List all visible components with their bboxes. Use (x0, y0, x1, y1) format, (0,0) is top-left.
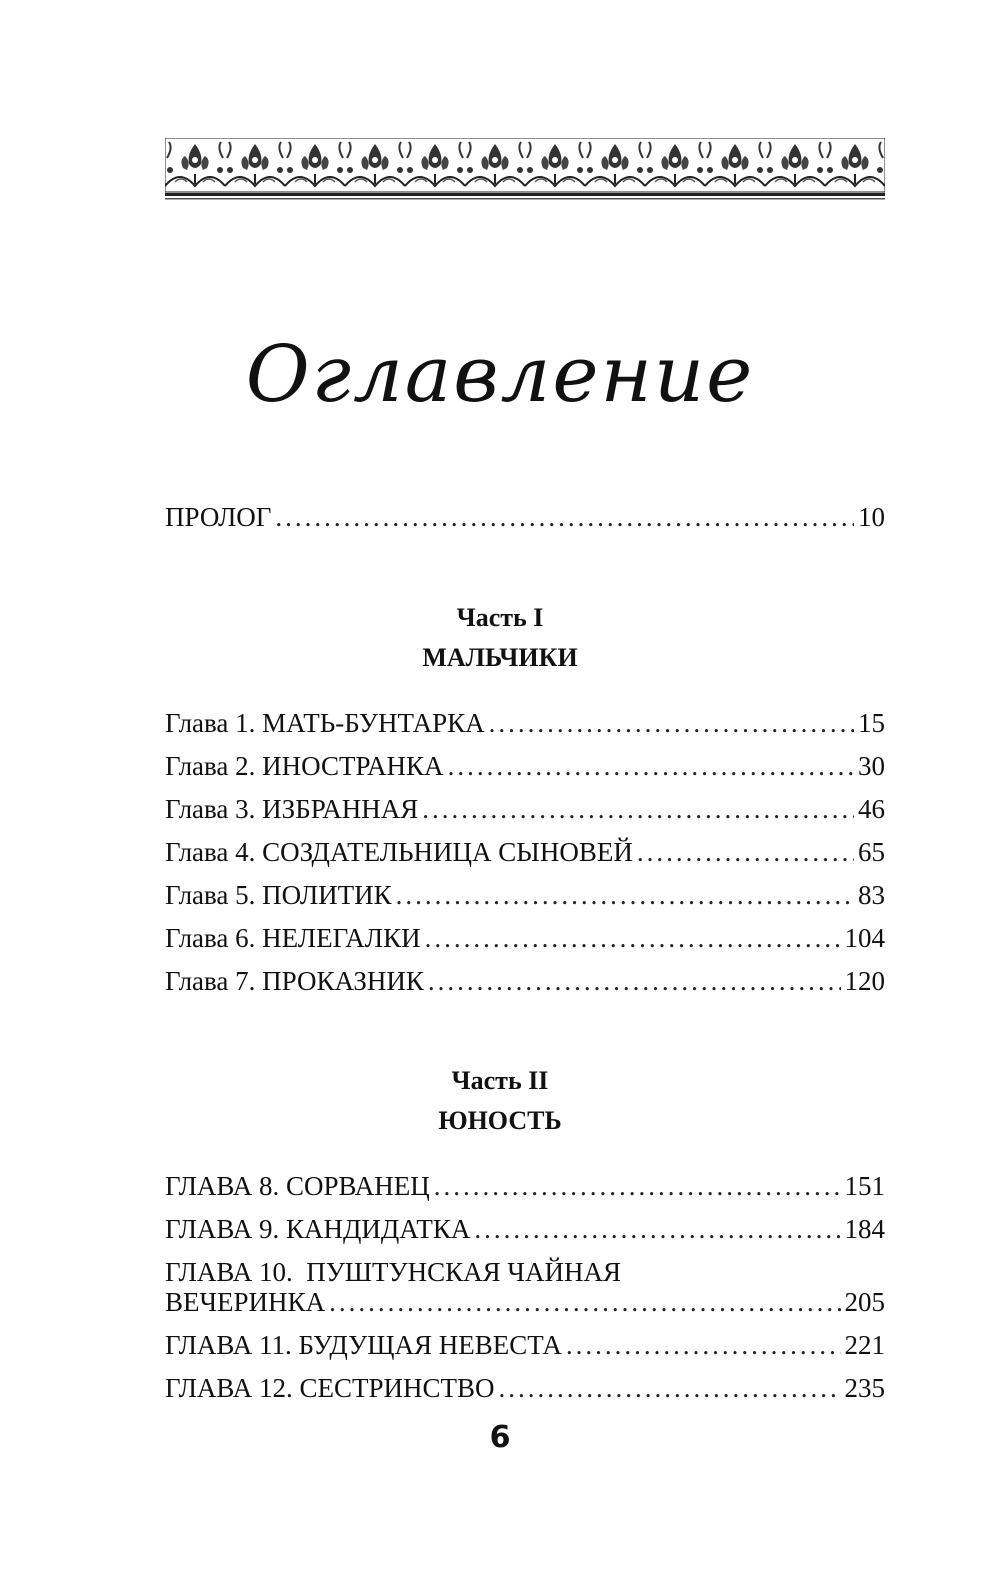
dot-leader (448, 749, 854, 783)
floral-border-icon (165, 138, 885, 200)
toc-entry-label: ГЛАВА 12. СЕСТРИНСТВО (165, 1373, 495, 1403)
part-heading: Часть I (456, 603, 544, 632)
part-name: ЮНОСТЬ (438, 1106, 562, 1135)
dot-leader (498, 1371, 840, 1405)
toc-entry (165, 1255, 885, 1289)
toc-entry-label: Глава 4. СОЗДАТЕЛЬНИЦА СЫНОВЕЙ (165, 837, 633, 867)
toc-entry-page: 205 (844, 1287, 885, 1317)
toc-entry-page: 104 (844, 923, 885, 953)
toc-entry-page: 83 (858, 880, 885, 910)
toc-entry (165, 792, 885, 826)
toc-entry-page: 10 (858, 502, 885, 532)
part-name: МАЛЬЧИКИ (422, 643, 578, 672)
dot-leader (428, 964, 841, 998)
toc-entry (165, 749, 885, 783)
toc-entry (165, 964, 885, 998)
dot-leader (329, 1285, 840, 1319)
toc-entry (165, 921, 885, 955)
toc-entry (165, 1371, 885, 1405)
toc-entry-page: 184 (844, 1214, 885, 1244)
dot-leader (422, 792, 854, 826)
dot-leader (434, 1169, 841, 1203)
toc-entry-label: ГЛАВА 9. КАНДИДАТКА (165, 1214, 471, 1244)
toc-entry-label: ВЕЧЕРИНКА (165, 1287, 326, 1317)
dot-leader (425, 921, 841, 955)
toc-entry (165, 706, 885, 740)
toc-entry-label: Глава 7. ПРОКАЗНИК (165, 966, 424, 996)
toc-entry-page: 46 (858, 794, 885, 824)
dot-leader (396, 878, 854, 912)
dot-leader (637, 835, 854, 869)
toc-entry-page: 65 (858, 837, 885, 867)
toc-entry (165, 1169, 885, 1203)
toc-entry-label: Глава 1. МАТЬ-БУНТАРКА (165, 708, 485, 738)
dot-leader (566, 1328, 841, 1362)
toc-entry-page: 120 (844, 966, 885, 996)
toc-entry-page: 30 (858, 751, 885, 781)
toc-entry-label: ГЛАВА 11. БУДУЩАЯ НЕВЕСТА (165, 1330, 562, 1360)
toc-entry-label: ПРОЛОГ (165, 502, 272, 532)
toc-entry-label: ГЛАВА 10. ПУШТУНСКАЯ ЧАЙНАЯ (165, 1257, 621, 1287)
toc-entry-label: Глава 5. ПОЛИТИК (165, 880, 392, 910)
toc-entry-continuation (165, 1285, 885, 1319)
toc-entry (165, 1212, 885, 1246)
toc-entry-label: ГЛАВА 8. СОРВАНЕЦ (165, 1171, 430, 1201)
toc-entry (165, 878, 885, 912)
page-number: 6 (489, 1420, 511, 1455)
toc-entry-label: Глава 2. ИНОСТРАНКА (165, 751, 444, 781)
part-heading: Часть II (451, 1066, 549, 1095)
toc-entry (165, 835, 885, 869)
toc-entry-label: Глава 3. ИЗБРАННАЯ (165, 794, 419, 824)
page-title: Оглавление (245, 330, 755, 420)
toc-entry-page: 221 (844, 1330, 885, 1360)
dot-leader (474, 1212, 840, 1246)
toc-entry-label: Глава 6. НЕЛЕГАЛКИ (165, 923, 421, 953)
dot-leader (275, 500, 854, 534)
toc-entry-prologue (165, 500, 885, 534)
toc-entry-page: 235 (844, 1373, 885, 1403)
toc-entry-page: 151 (844, 1171, 885, 1201)
toc-entry-page: 15 (858, 708, 885, 738)
toc-entry (165, 1328, 885, 1362)
dot-leader (489, 706, 854, 740)
